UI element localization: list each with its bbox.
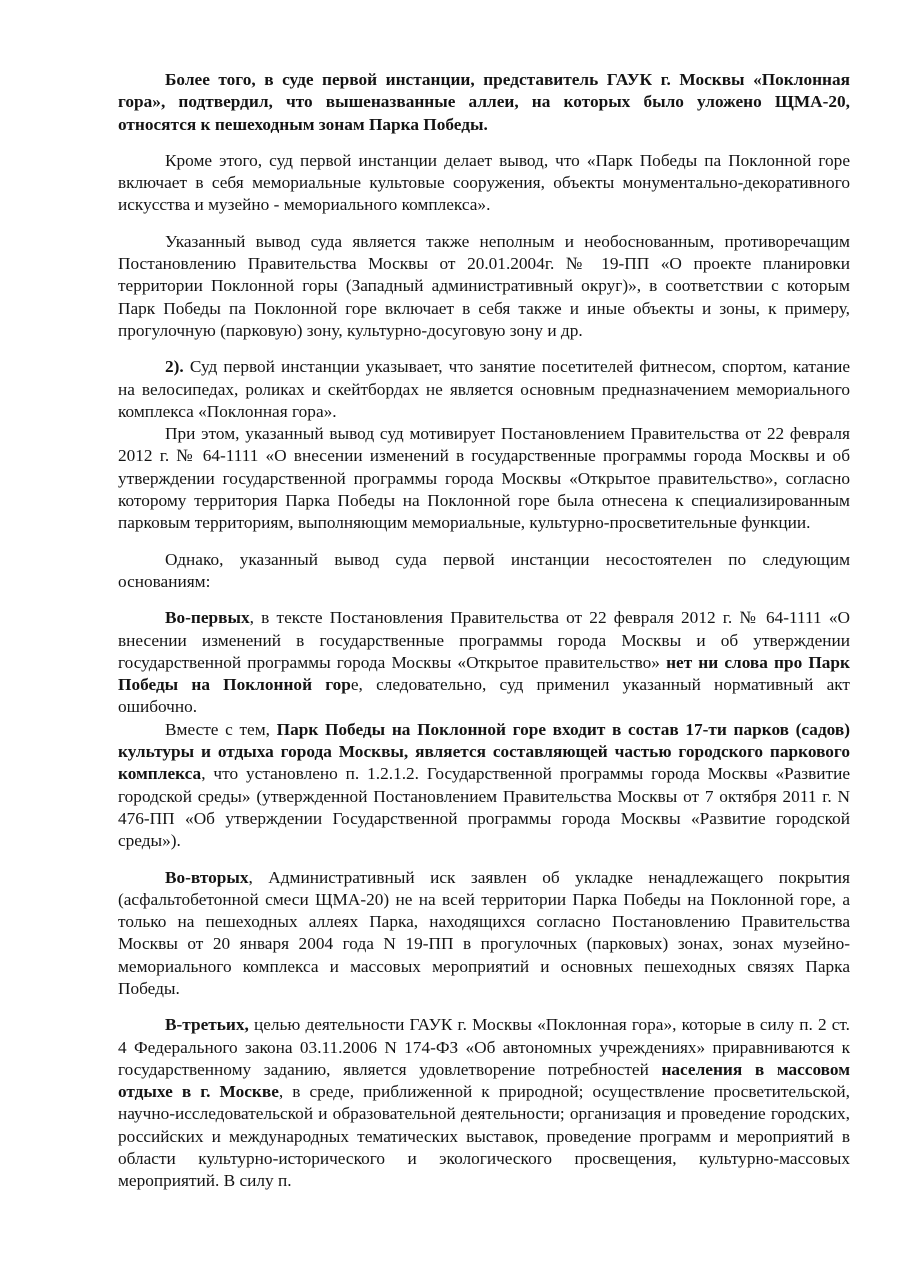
- paragraph-7: [118, 607, 850, 718]
- paragraph-2-segment-0: Кроме этого, суд первой инстанции делает вывод, что «Парк Победы па Поклонной горе включает в себя мемориальные культовые сооружения, объекты монументально-декоративного искусства и музейно - мемориального комплекса».: [118, 150, 850, 215]
- paragraph-10-segment-3: , в среде, приближенной к природной; осуществление просветительской, научно-исследовательской и образовательной деятельности; организация и проведение городских, российских и международных тематических выставок, проведение программ и мероприятий в области культурно-исторического и экологического просвещения, культурно-массовых мероприятий. В силу п.: [118, 1082, 851, 1191]
- paragraph-8-segment-2: , что установлено п. 1.2.1.2. Государственной программы города Москвы «Развитие городской среды» (утвержденной Постановлением Правительства Москвы от 7 октября 2011 г. N 476-ПП «Об утверждении Государственной программы города Москвы «Развитие городской среды»).: [118, 764, 850, 851]
- paragraph-4: [118, 356, 850, 423]
- paragraph-1-segment-0: Более того, в суде первой инстанции, представитель ГАУК г. Москвы «Поклонная гора», подтвердил, что вышеназванные аллеи, на которых было уложено ЩМА-20, относятся к пешеходным зонам Парка Победы.: [118, 70, 850, 134]
- paragraph-7-segment-0: Во-первых: [165, 608, 250, 628]
- paragraph-3: [118, 231, 850, 342]
- paragraph-4-segment-1: Суд первой инстанции указывает, что занятие посетителей фитнесом, спортом, катание на велосипедах, роликах и скейтбордах не является основным предназначением мемориального комплекса «Поклонная гора».: [118, 357, 850, 421]
- paragraph-5: [118, 423, 850, 534]
- paragraph-10-segment-2: населения в массовом отдыхе в г. Москве: [118, 1059, 850, 1102]
- paragraph-6-segment-0: Однако, указанный вывод суда первой инстанции несостоятелен по следующим основаниям:: [118, 549, 850, 591]
- paragraph-10-segment-0: В-третьих,: [165, 1015, 249, 1035]
- paragraph-5-segment-0: При этом, указанный вывод суд мотивирует Постановлением Правительства от 22 февраля 2012 г. № 64-1111 «О внесении изменений в государственные программы города Москвы и об утверждении государственной программы города Москвы «Открытое правительство», согласно которому территория Парка Победы на Поклонной горе была отнесена к специализированным парковым территориям, выполняющим мемориальные, культурно-просветительные функции.: [118, 424, 850, 533]
- paragraph-6: [118, 549, 850, 594]
- paragraph-3-segment-0: Указанный вывод суда является также неполным и необоснованным, противоречащим Постановлению Правительства Москвы от 20.01.2004г. № 19-ПП «О проекте планировки территории Поклонной горы (Западный административный округ)», в соответствии с которым Парк Победы па Поклонной горе включает в себя также и иные объекты и зоны, к примеру, прогулочную (парковую) зону, культурно-досуговую зону и др.: [118, 231, 850, 340]
- document-page: [118, 69, 850, 1193]
- paragraph-9: [118, 867, 850, 1001]
- paragraph-7-segment-1: , в тексте Постановления Правительства от 22 февраля 2012 г. № 64-1111 «О внесении изменений в государственные программы города Москвы и об утверждении государственной программы города Москвы «Открытое правительство»: [118, 608, 850, 672]
- paragraph-8-segment-1: Парк Победы на Поклонной горе входит в состав 17-ти парков (садов) культуры и отдыха города Москвы, является составляющей частью городского паркового комплекса: [118, 719, 850, 784]
- paragraph-9-segment-0: Во-вторых: [165, 867, 249, 887]
- paragraph-7-segment-2: нет ни слова про Парк Победы на Поклонной гор: [118, 652, 850, 695]
- paragraph-1: [118, 69, 850, 136]
- paragraph-4-segment-0: 2).: [165, 357, 184, 377]
- paragraph-7-segment-3: е, следовательно, суд применил указанный нормативный акт ошибочно.: [118, 675, 850, 717]
- paragraph-9-segment-1: , Административный иск заявлен об укладке ненадлежащего покрытия (асфальтобетонной смеси ЩМА-20) не на всей территории Парка Победы на Поклонной горе, а только на пешеходных аллеях Парка, находящихся согласно Постановлению Правительства Москвы от 20 января 2004 года N 19-ПП в прогулочных (парковых) зонах, зонах музейно-мемориального комплекса и массовых мероприятий и основных пешеходных связях Парка Победы.: [118, 867, 850, 998]
- paragraph-8-segment-0: Вместе с тем,: [165, 719, 277, 739]
- paragraph-10: [118, 1014, 850, 1192]
- paragraph-8: [118, 719, 850, 853]
- paragraph-2: [118, 150, 850, 217]
- paragraph-10-segment-1: целью деятельности ГАУК г. Москвы «Поклонная гора», которые в силу п. 2 ст. 4 Федерального закона 03.11.2006 N 174-ФЗ «Об автономных учреждениях» приравниваются к государственному заданию, является удовлетворение потребностей: [118, 1015, 850, 1079]
